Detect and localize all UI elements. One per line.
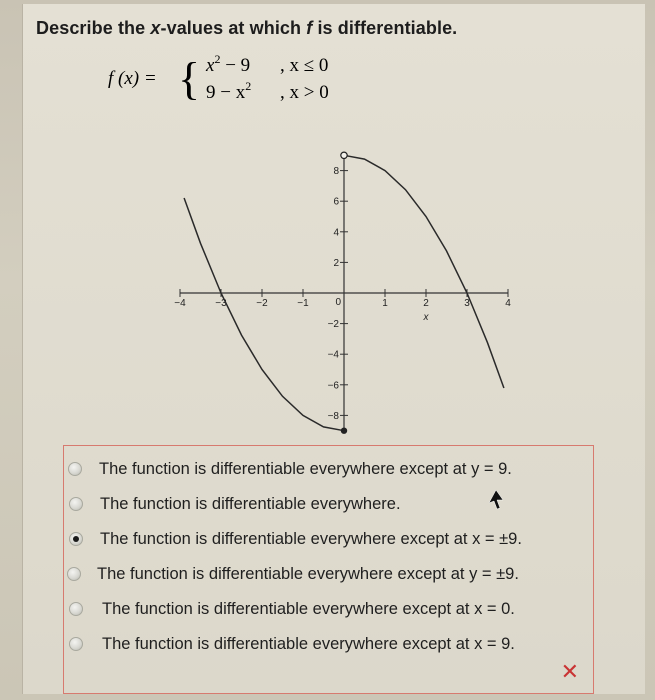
- radio-button[interactable]: [67, 567, 81, 581]
- radio-button[interactable]: [69, 497, 83, 511]
- choice-label: The function is differentiable everywhere except at x = 9.: [102, 634, 515, 653]
- formula-lhs: f (x) =: [108, 68, 157, 89]
- choice-2[interactable]: [69, 490, 401, 518]
- x-tick-label: 2: [423, 298, 429, 309]
- x-tick-label: 4: [505, 298, 511, 309]
- x-tick-label: 1: [382, 298, 388, 309]
- radio-button[interactable]: [68, 462, 82, 476]
- x-tick-label: −1: [297, 298, 309, 309]
- series-curve-1: [184, 198, 344, 431]
- y-tick-label: 6: [333, 196, 339, 208]
- open-endpoint: [341, 152, 347, 158]
- piecewise-formula: [108, 48, 408, 108]
- choice-label: The function is differentiable everywhere.: [100, 494, 401, 513]
- closed-endpoint: [341, 428, 347, 434]
- incorrect-icon: ✕: [560, 660, 579, 685]
- x-axis-label: x: [423, 312, 429, 323]
- choice-label: The function is differentiable everywhere except at y = ±9.: [97, 564, 519, 583]
- choice-label: The function is differentiable everywhere except at x = 0.: [102, 599, 515, 618]
- radio-button[interactable]: [69, 602, 83, 616]
- question-text: Describe the x-values at which f is differentiable.: [36, 18, 458, 38]
- y-tick-label: −2: [327, 319, 339, 331]
- x-tick-label: 3: [464, 298, 470, 309]
- case1-condition: , x ≤ 0: [280, 55, 329, 76]
- y-tick-label: 2: [333, 257, 339, 269]
- series-curve-2: [344, 155, 504, 388]
- y-tick-label: −4: [327, 349, 339, 361]
- choice-4[interactable]: [97, 560, 519, 588]
- answer-choices: [63, 445, 594, 694]
- x-tick-label: −2: [256, 298, 268, 309]
- case2-condition: , x > 0: [280, 82, 329, 103]
- radio-button[interactable]: [69, 637, 83, 651]
- choice-label: The function is differentiable everywhere except at y = 9.: [99, 459, 512, 478]
- choice-6[interactable]: [69, 630, 515, 658]
- choice-3[interactable]: [69, 525, 522, 553]
- case1-expression: $x^2 - 9$: [206, 52, 251, 76]
- x-tick-label: −3: [215, 298, 227, 309]
- function-graph: [174, 128, 511, 438]
- choice-5[interactable]: [69, 595, 515, 623]
- x-tick-label: −4: [174, 298, 186, 309]
- y-tick-label: 8: [333, 166, 339, 178]
- origin-label: 0: [335, 297, 341, 308]
- y-tick-label: −6: [327, 380, 339, 392]
- y-tick-label: 4: [333, 227, 339, 239]
- choice-1[interactable]: [68, 455, 512, 483]
- brace-glyph: {: [178, 53, 201, 104]
- mouse-pointer-icon: [487, 489, 509, 511]
- choice-label: The function is differentiable everywhere except at x = ±9.: [100, 529, 522, 548]
- y-tick-label: −8: [327, 410, 339, 422]
- radio-button-selected[interactable]: [69, 532, 83, 546]
- case2-expression: $9 - x^2$: [206, 79, 252, 103]
